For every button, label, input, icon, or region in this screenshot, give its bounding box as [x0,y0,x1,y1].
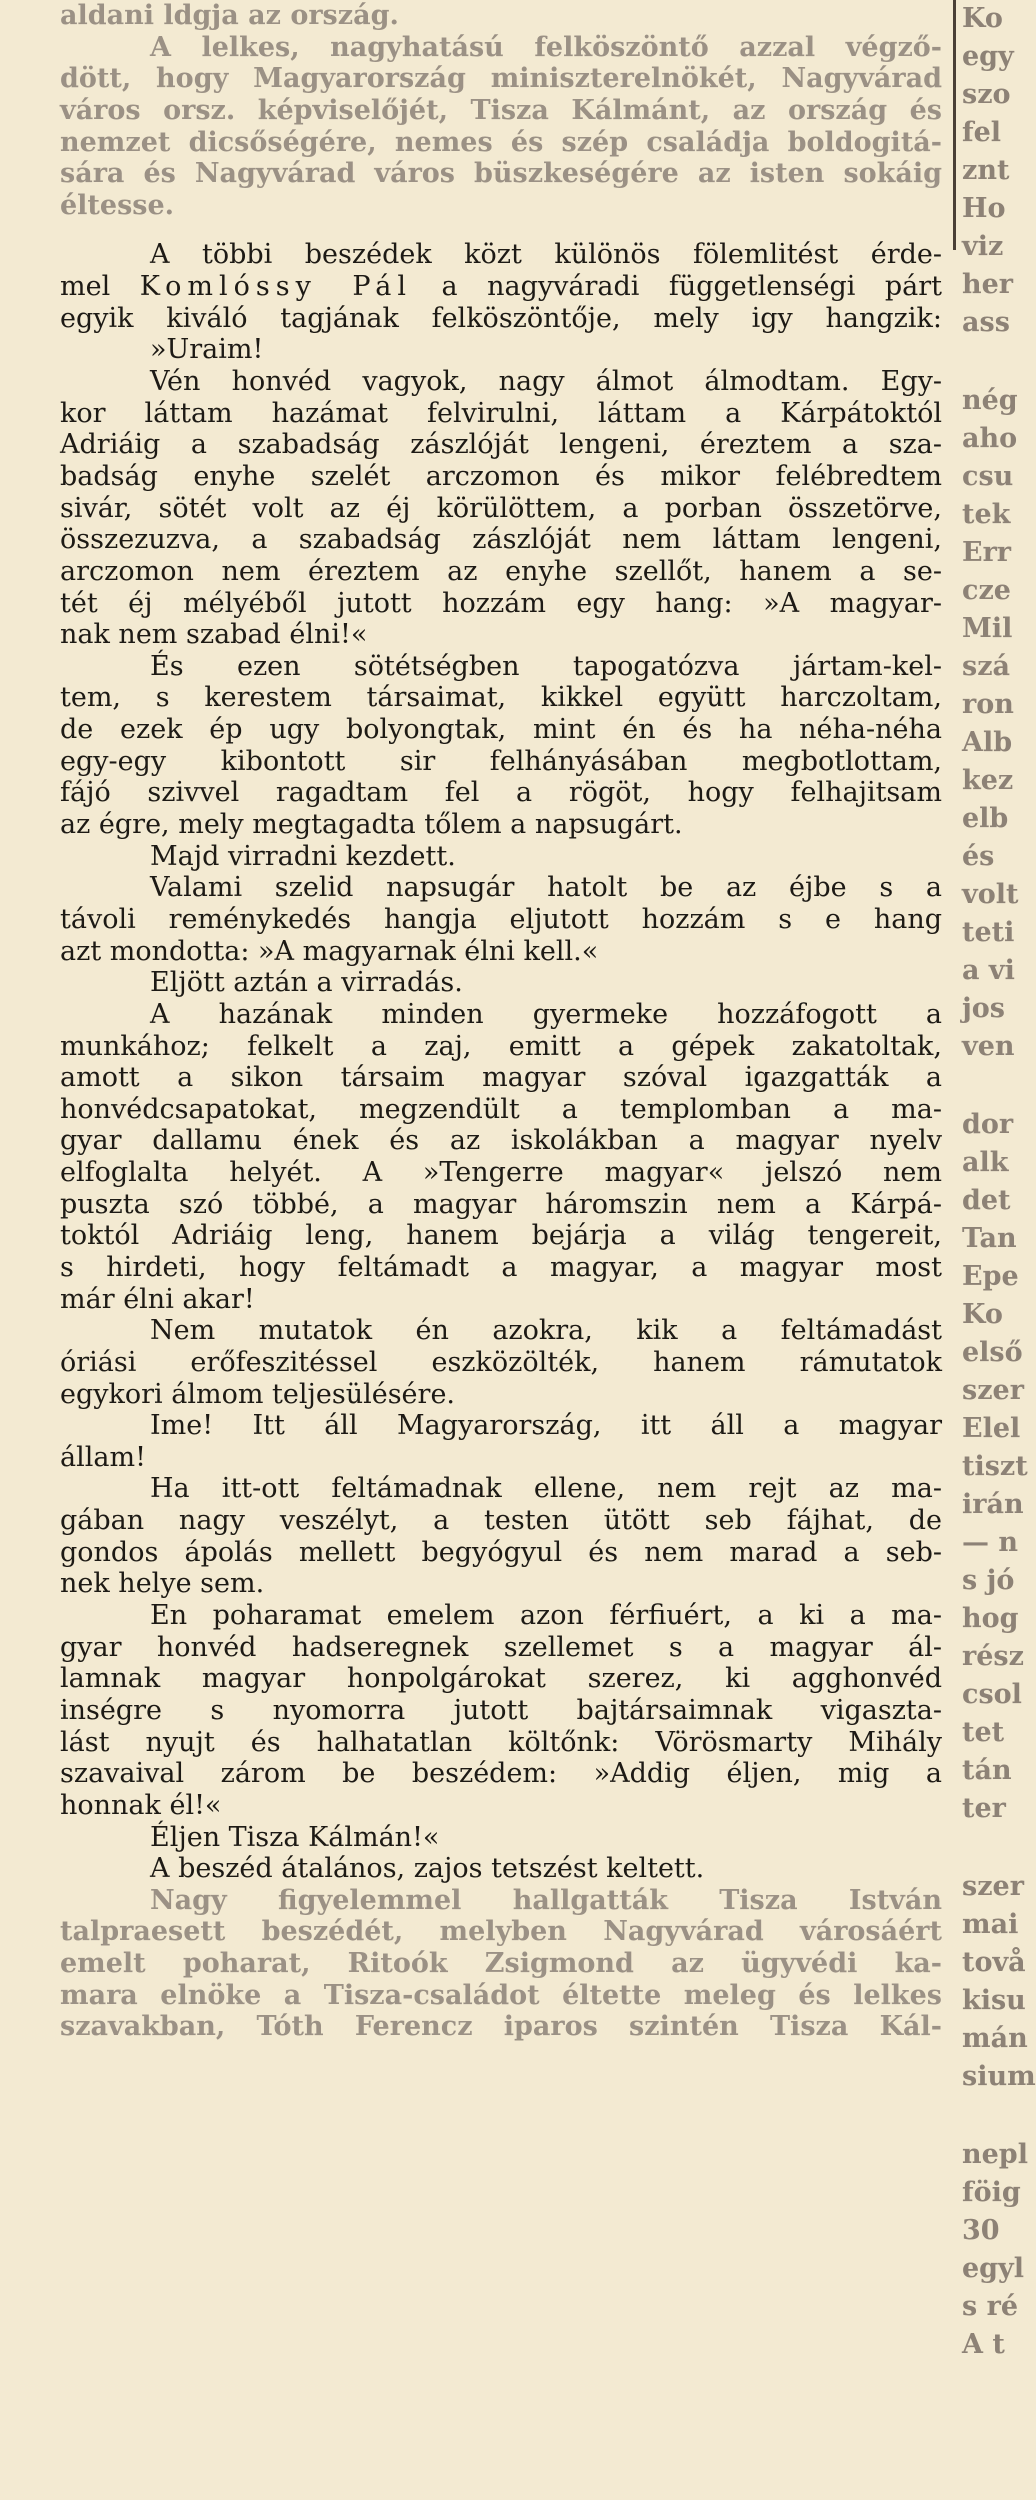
intro-paragraph [60,239,942,334]
fragment-line: Ko [962,1299,1003,1330]
fragment-line: Epe [962,1261,1019,1292]
fragment-line: tiszt [962,1451,1028,1482]
text-line: A hazának minden gyermeke hozzáfogott a [150,998,942,1030]
fragment-line: nég [962,385,1018,416]
text-line: de ezek ép ugy bolyongtak, mint én és ha néha-néha [60,714,942,746]
text-span: a nagyváradi függetlenségi párt [441,271,942,303]
text-line: Eljött aztán a virradás. [150,967,463,999]
text-line: nak nem szabad élni!« [60,619,368,651]
text-line: egyik kiváló tagjának felköszöntője, mely igy hangzik: [60,302,942,334]
fragment-line: teti [962,917,1015,948]
column-rule [953,0,956,250]
text-line: puszta szó többé, a magyar háromszin nem a Kárpá- [60,1188,942,1220]
text-line: összezuzva, a szabadság zászlóját nem láttam lengeni, [60,524,942,556]
text-line: gában nagy veszélyt, a testen ütött seb fájhat, de [60,1505,942,1537]
text-line: szavaival zárom be beszédem: »Addig éljen, mig a [60,1758,942,1790]
text-line: azt mondotta: »A magyarnak élni kell.« [60,935,599,967]
text-line: egykori álmom teljesülésére. [60,1378,456,1410]
text-line: talpraesett beszédét, melyben Nagyvárad városáért [60,1916,942,1948]
fragment-line: ter [962,1793,1006,1824]
fragment-line: tek [962,499,1011,530]
text-line: mara elnöke a Tisza-családot éltette meleg és lelkes [60,1979,942,2011]
fragment-line: Tan [962,1223,1017,1254]
fragment-line: jos [962,993,1005,1024]
text-line: sivár, sötét volt az éj körülöttem, a porban összetörve, [60,492,942,524]
text-line: Nem mutatok én azokra, kik a feltámadást [150,1315,942,1347]
fragment-line: szo [962,79,1011,110]
fragment-line: dor [962,1109,1014,1140]
fragment-line: mai [962,1909,1019,1940]
text-line: éltesse. [60,189,175,221]
text-line: inségre s nyomorra jutott bajtársaimnak vigaszta- [60,1694,942,1726]
speech-text [60,334,942,1884]
text-line: Valami szelid napsugár hatolt be az éjbe s a [150,872,942,904]
text-line: arczomon nem éreztem az enyhe szellőt, hanem a se- [60,555,942,587]
fragment-line: egyl [962,2253,1025,2284]
fragment-line: s jó [962,1565,1015,1596]
text-line: az égre, mely megtagadta tőlem a napsugárt. [60,809,683,841]
text-line: lást nyujt és halhatatlan költőnk: Vörösmarty Mihály [60,1726,942,1758]
text-line: fájó szivvel ragadtam fel a rögöt, hogy felhajitsam [60,777,942,809]
text-line: egy-egy kibontott sir felhányásában megbotlottam, [60,745,942,777]
text-line: honvédcsapatokat, megzendült a templomban a ma- [60,1093,942,1125]
fragment-line: tet [962,1717,1005,1748]
fragment-line: volt [962,879,1019,910]
text-line: A beszéd átalános, zajos tetszést keltett. [150,1853,705,1885]
text-line: munkához; felkelt a zaj, emitt a gépek zakatoltak, [60,1030,942,1062]
speaker-name: Komlóssy Pál [139,271,413,303]
text-line: En poharamat emelem azon férfiuért, a ki a ma- [150,1600,942,1632]
fragment-line: egy [962,41,1014,72]
fragment-line: kez [962,765,1014,796]
fragment-line: tovå [962,1947,1026,1978]
fragment-line: ass [962,307,1010,338]
fragment-line: det [962,1185,1011,1216]
text-line: sára és Nagyvárad város büszkeségére az isten sokáig [60,158,942,190]
fragment-line: szá [962,651,1011,682]
fragment-line: her [962,269,1014,300]
text-line: badság enyhe szelét arczomon és mikor felébredtem [60,460,942,492]
text-line: kor láttam hazámat felvirulni, láttam a Kárpátoktól [60,397,942,429]
fragment-line: — n [962,1527,1019,1558]
text-line: szavakban, Tóth Ferencz iparos szintén Tisza Kál- [60,2011,942,2043]
text-line: gyar honvéd hadseregnek szellemet s a magyar ál- [60,1631,942,1663]
text-line: nek helye sem. [60,1568,265,1600]
text-line: állam! [60,1441,146,1473]
fragment-line: Err [962,537,1012,568]
text-line: aldani ldgja az ország. [60,0,399,31]
fragment-line: s ré [962,2291,1019,2322]
text-line: óriási erőfeszitéssel eszközölték, hanem rámutatok [60,1346,942,1378]
next-paragraph-head [60,1885,942,2043]
text-line: tét éj mélyéből jutott hozzám egy hang: »A magyar- [60,587,942,619]
text-line: Ime! Itt áll Magyarország, itt áll a magyar [150,1410,942,1442]
text-line: amott a sikon társaim magyar szóval igazgatták a [60,1062,942,1094]
fragment-line: a vi [962,955,1015,986]
fragment-line: mán [962,2023,1028,2054]
fragment-line: aho [962,423,1018,454]
fragment-line: kisu [962,1985,1026,2016]
text-line: elfoglalta helyét. A »Tengerre magyar« jelszó nem [60,1157,942,1189]
text-line: Adriáig a szabadság zászlóját lengeni, éreztem a sza- [60,429,942,461]
fragment-line: ron [962,689,1014,720]
text-line: emelt poharat, Ritoók Zsigmond az ügyvédi ka- [60,1948,942,1980]
text-span: mel [60,271,111,303]
fragment-line: szer [962,1375,1024,1406]
text-line: lamnak magyar honpolgárokat szerez, ki agghonvéd [60,1663,942,1695]
fragment-line: Ho [962,193,1006,224]
paragraph-gap [60,221,942,239]
text-line: tem, s kerestem társaimat, kikkel együtt harczoltam, [60,682,942,714]
text-line: gondos ápolás mellett begyógyul és nem marad a seb- [60,1536,942,1568]
text-line: s hirdeti, hogy feltámadt a magyar, a magyar most [60,1251,942,1283]
text-line: »Uraim! [150,334,264,366]
text-line: Ha itt-ott feltámadnak ellene, nem rejt az ma- [150,1473,942,1505]
fragment-line: viz [962,231,1004,262]
fragment-line: sium [962,2061,1036,2092]
text-line: távoli reménykedés hangja eljutott hozzám s e hang [60,903,942,935]
fragment-line: Alb [962,727,1013,758]
right-column-fragments [962,0,1036,2500]
fragment-line: csol [962,1679,1022,1710]
text-line: már élni akar! [60,1283,255,1315]
main-column [60,0,942,2500]
text-line: És ezen sötétségben tapogatózva jártam-kel- [150,650,942,682]
fragment-line: fel [962,117,1002,148]
fragment-line: elb [962,803,1009,834]
text-line: Vén honvéd vagyok, nagy álmot álmodtam. Egy- [150,366,942,398]
fragment-line: ven [962,1031,1015,1062]
text-line: dött, hogy Magyarország miniszterelnökét, Nagyvárad [60,63,942,95]
fragment-line: Elel [962,1413,1021,1444]
text-line: Majd virradni kezdett. [150,840,456,872]
fragment-line: 30 [962,2215,1000,2246]
text-line [60,271,942,303]
text-line: toktól Adriáig leng, hanem bejárja a világ tengereit, [60,1220,942,1252]
text-line: gyar dallamu ének és az iskolákban a magyar nyelv [60,1125,942,1157]
fragment-line: hog [962,1603,1019,1634]
fragment-line: és [962,841,995,872]
fragment-line: rész [962,1641,1024,1672]
text-line: Éljen Tisza Kálmán!« [150,1821,440,1853]
text-line: A lelkes, nagyhatású felköszöntő azzal végző- [150,31,942,63]
fragment-line: nepl [962,2139,1028,2170]
text-line: nemzet dicsőségére, nemes és szép családja boldogitá- [60,126,942,158]
text-line: honnak él!« [60,1789,222,1821]
fragment-line: föig [962,2177,1021,2208]
fragment-line: csu [962,461,1014,492]
fragment-line: első [962,1337,1023,1368]
fragment-line: tán [962,1755,1012,1786]
previous-paragraph-tail [60,0,942,221]
text-line: város orsz. képviselőjét, Tisza Kálmánt, az ország és [60,94,942,126]
fragment-line: A t [962,2329,1005,2360]
fragment-line: alk [962,1147,1009,1178]
fragment-line: Ko [962,3,1003,34]
fragment-line: irán [962,1489,1024,1520]
fragment-line: szer [962,1871,1024,1902]
fragment-line: cze [962,575,1011,606]
fragment-line: Mil [962,613,1013,644]
text-line: Nagy figyelemmel hallgatták Tisza István [150,1884,942,1916]
text-line: A többi beszédek közt különös fölemlitést érde- [150,239,942,271]
fragment-line: znt [962,155,1010,186]
